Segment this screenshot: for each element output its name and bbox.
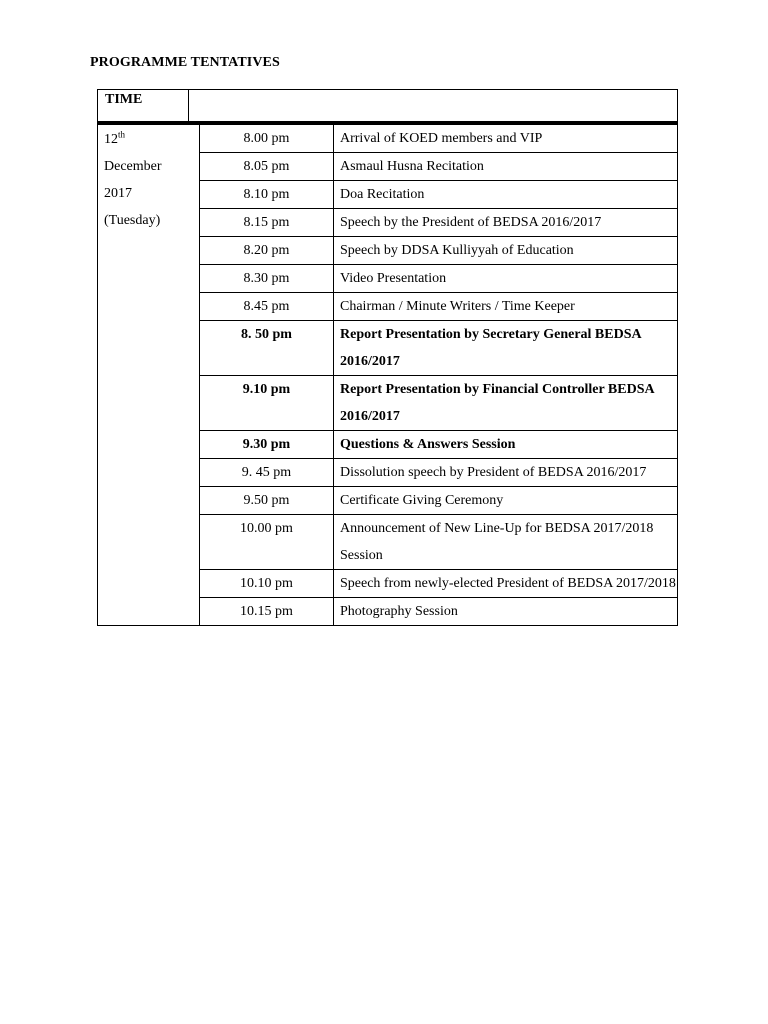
schedule-event: Arrival of KOED members and VIP <box>334 125 678 153</box>
schedule-event: Doa Recitation <box>334 181 678 209</box>
schedule-event: Speech from newly-elected President of BEDSA 2017/2018 <box>334 570 678 598</box>
schedule-event: Announcement of New Line-Up for BEDSA 2017/2018 Session <box>334 515 678 570</box>
table-header-row <box>97 89 678 124</box>
schedule-time: 8.10 pm <box>200 181 334 209</box>
schedule-time: 8. 50 pm <box>200 321 334 376</box>
schedule-event: Photography Session <box>334 598 678 626</box>
date-day: 12th <box>104 129 126 147</box>
schedule-time: 9. 45 pm <box>200 459 334 487</box>
schedule-time: 8.45 pm <box>200 293 334 321</box>
schedule-time: 9.30 pm <box>200 431 334 459</box>
schedule-body <box>98 125 678 626</box>
schedule-event: Certificate Giving Ceremony <box>334 487 678 515</box>
schedule-event: Asmaul Husna Recitation <box>334 153 678 181</box>
schedule-time: 10.00 pm <box>200 515 334 570</box>
schedule-time: 10.10 pm <box>200 570 334 598</box>
event-date-cell <box>98 125 200 626</box>
schedule-event: Report Presentation by Financial Controller BEDSA 2016/2017 <box>334 376 678 431</box>
table-row <box>98 125 678 153</box>
schedule-event: Dissolution speech by President of BEDSA 2016/2017 <box>334 459 678 487</box>
schedule-time: 8.00 pm <box>200 125 334 153</box>
schedule-event: Chairman / Minute Writers / Time Keeper <box>334 293 678 321</box>
schedule-table <box>97 124 678 626</box>
schedule-time: 9.10 pm <box>200 376 334 431</box>
schedule-event: Speech by the President of BEDSA 2016/2017 <box>334 209 678 237</box>
schedule-event: Speech by DDSA Kulliyyah of Education <box>334 237 678 265</box>
schedule-time: 8.15 pm <box>200 209 334 237</box>
schedule-time: 8.30 pm <box>200 265 334 293</box>
date-weekday: (Tuesday) <box>104 213 161 228</box>
date-month: December <box>104 159 162 174</box>
schedule-event: Report Presentation by Secretary General BEDSA 2016/2017 <box>334 321 678 376</box>
time-column-header: TIME <box>98 90 189 121</box>
schedule-time: 10.15 pm <box>200 598 334 626</box>
schedule-event: Video Presentation <box>334 265 678 293</box>
schedule-event: Questions & Answers Session <box>334 431 678 459</box>
page-title: PROGRAMME TENTATIVES <box>90 55 280 70</box>
schedule-time: 8.05 pm <box>200 153 334 181</box>
date-year: 2017 <box>104 186 132 201</box>
schedule-time: 8.20 pm <box>200 237 334 265</box>
schedule-time: 9.50 pm <box>200 487 334 515</box>
